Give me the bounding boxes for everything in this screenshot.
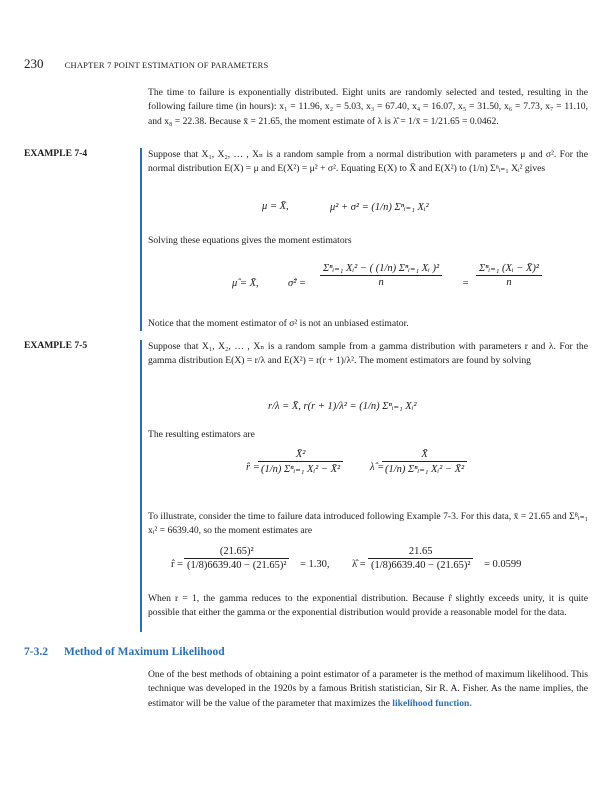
solving-text: Solving these equations gives the moment estimators: [148, 235, 352, 246]
r-hat-denominator: (1/n) Σⁿᵢ₌₁ Xᵢ² − X̄²: [261, 464, 341, 475]
closing-text: When r = 1, the gamma reduces to the exponential distribution. Because r̂ slightly exceeds unity, it is quite possible that either the gamma or the exponential distribution would provide a reasonable model for the data.: [148, 593, 588, 619]
frac1-numerator: Σⁿᵢ₌₁ Xᵢ² − ( (1/n) Σⁿᵢ₌₁ Xᵢ )²: [320, 262, 442, 276]
illustrate-text: To illustrate, consider the time to failure data introduced following Example 7-3. For this data, x̄ = 21.65 and Σ⁸ᵢ₌₁ xᵢ² = 6639.40, so the moment estimates are: [148, 511, 588, 537]
eq-r-hat-fraction: [258, 449, 343, 475]
r-hat-numerator: X̄²: [258, 449, 343, 462]
frac1-denominator: n: [378, 277, 384, 288]
likelihood-function-keyword: likelihood function.: [392, 697, 472, 709]
eq-lambda-value-fraction: [368, 546, 473, 571]
example-7-4-text: Suppose that X₁, X₂, … , Xₙ is a random sample from a normal distribution with parameters μ and σ². For the normal distribution E(X) = μ and E(X²) = μ² + σ². Equating E(X) to X̄ and E(X²) to (1/n) Σⁿᵢ₌₁ Xᵢ² gives: [148, 149, 588, 175]
eq-gamma-moments: r/λ = X̄, r(r + 1)/λ² = (1/n) Σⁿᵢ₌₁ Xᵢ²: [268, 401, 417, 412]
example-7-4-bar: [140, 148, 142, 331]
resulting-text: The resulting estimators are: [148, 429, 255, 440]
eq-sigma-hat-fraction-2: [476, 262, 542, 288]
eq-r-hat-lhs: r̂ =: [246, 462, 260, 473]
eq-mu-hat: μ̂ = X̄,: [232, 278, 259, 289]
lambda-hat-denominator: (1/n) Σⁿᵢ₌₁ Xᵢ² − X̄²: [385, 464, 465, 475]
intro-paragraph: The time to failure is exponentially distributed. Eight units are randomly selected and tested, resulting in the following failure time (in hours): x₁ = 11.96, x₂ = 5.03, x₃ = 67.40, x₄ = 16.07, x₅ = 31.50, x₆ = 7.73, x₇ = 11.10, and x₈ = 22.38. Because x̄ = 21.65, the moment estimate of λ is λ̂ = 1/x̄ = 1/21.65 = 0.0462.: [148, 87, 588, 127]
lambda-value-numerator: 21.65: [368, 546, 473, 559]
eq-equals-sign: =: [462, 278, 470, 289]
mle-paragraph: [148, 668, 588, 711]
running-header: [24, 56, 268, 72]
section-title: Method of Maximum Likelihood: [63, 646, 225, 658]
example-7-5-bar: [140, 340, 142, 632]
example-7-5-label: EXAMPLE 7-5: [24, 340, 88, 351]
eq-r-value-fraction: [184, 546, 289, 571]
eq-lambda-value-result: = 0.0599: [484, 559, 522, 570]
lambda-hat-numerator: X̄: [382, 449, 467, 462]
lambda-value-denominator: (1/8)6639.40 − (21.65)²: [371, 560, 471, 571]
eq-r-value-lhs: r̂ =: [171, 559, 184, 570]
unbiased-note: Notice that the moment estimator of σ² is not an unbiased estimator.: [148, 318, 409, 329]
section-number: 7-3.2: [24, 646, 48, 658]
r-value-numerator: (21.65)²: [184, 546, 289, 559]
eq-lambda-value-lhs: λ̂ =: [352, 559, 366, 570]
frac2-denominator: n: [506, 277, 512, 288]
eq-lambda-hat-lhs: λ̂ =: [370, 462, 385, 473]
example-7-4-label: EXAMPLE 7-4: [24, 148, 88, 159]
section-heading: [24, 646, 225, 658]
eq-sigma-hat-fraction-1: [320, 262, 442, 288]
eq-second-moment: μ² + σ² = (1/n) Σⁿᵢ₌₁ Xᵢ²: [330, 202, 429, 213]
r-value-denominator: (1/8)6639.40 − (21.65)²: [187, 560, 287, 571]
eq-lambda-hat-fraction: [382, 449, 467, 475]
frac2-numerator: Σⁿᵢ₌₁ (Xᵢ − X̄)²: [476, 262, 542, 276]
chapter-title: CHAPTER 7 POINT ESTIMATION OF PARAMETERS: [64, 60, 269, 70]
page-number: 230: [24, 56, 44, 71]
mle-text: One of the best methods of obtaining a point estimator of a parameter is the method of maximum likelihood. This technique was developed in the 1920s by a famous British statistician, Sir R. A. Fisher. As the name implies, the estimator will be the value of the parameter that maximizes the: [148, 669, 588, 709]
eq-mu-equals-xbar: μ = X̄,: [262, 201, 289, 212]
example-7-5-text: Suppose that X₁, X₂, … , Xₙ is a random sample from a gamma distribution with parameters r and λ. For the gamma distribution E(X) = r/λ and E(X²) = r(r + 1)/λ². The moment estimators are found by solving: [148, 341, 588, 367]
eq-sigma-hat-lhs: σ̂² =: [288, 278, 307, 289]
eq-r-value-result: = 1.30,: [300, 559, 330, 570]
